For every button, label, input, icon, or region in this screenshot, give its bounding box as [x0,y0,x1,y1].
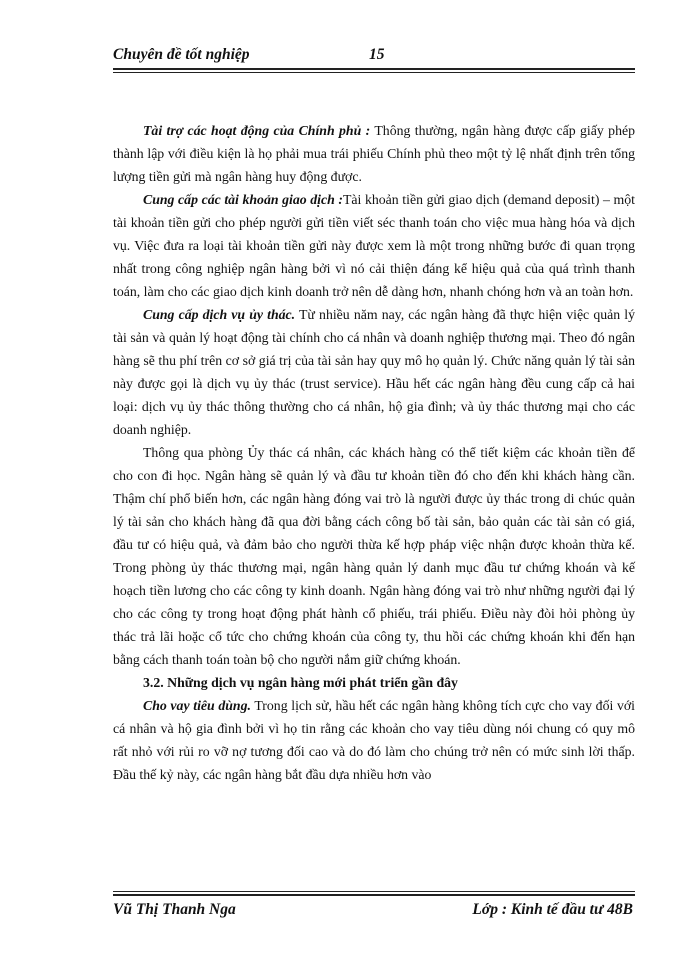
paragraph-lead: Cho vay tiêu dùng. [143,698,251,713]
page-footer [113,898,633,924]
paragraph-text: Trong lịch sử, hầu hết các ngân hàng không tích cực cho vay đối với cá nhân và hộ gia đình bởi vì họ tin rằng các khoản cho vay tiêu dùng nói chung có quy mô rất nhỏ với rủi ro vỡ nợ tương đối cao và do đó làm cho chúng trở nên có mức sinh lời thấp. Đầu thế kỷ này, các ngân hàng bắt đầu dựa nhiều hơn vào [113,698,635,782]
header-rule [113,68,635,70]
paragraph-text: Từ nhiều năm nay, các ngân hàng đã thực hiện việc quản lý tài sản và quản lý hoạt động tài chính cho cá nhân và doanh nghiệp thương mại. Theo đó ngân hàng sẽ thu phí trên cơ sở giá trị của tài sản hay quy mô họ quản lý. Chức năng quản lý tài sản này được gọi là dịch vụ ủy thác (trust service). Hầu hết các ngân hàng đều cung cấp cả hai loại: dịch vụ ủy thác thông thường cho cá nhân, hộ gia đình; và ủy thác thương mại cho các doanh nghiệp. [113,307,635,437]
document-body [113,119,635,786]
paragraph-text: Thông thường, ngân hàng được cấp giấy phép thành lập với điều kiện là họ phải mua trái phiếu Chính phủ theo một tỷ lệ nhất định trên tổng lượng tiền gửi mà ngân hàng huy động được. [113,123,635,184]
paragraph-trust-services [113,303,635,441]
paragraph-lead: Cung cấp dịch vụ ủy thác. [143,307,296,322]
paragraph-personal-trust [113,441,635,671]
paragraph-transaction-accounts [113,188,635,303]
page-header [113,40,633,68]
footer-class: Lớp : Kinh tế đầu tư 48B [472,901,633,918]
footer-author: Vũ Thị Thanh Nga [113,901,236,918]
footer-rule [113,894,635,896]
footer-rule-thin [113,891,635,892]
paragraph-lead: Tài trợ các hoạt động của Chính phủ : [143,123,371,138]
page-number: 15 [369,46,385,63]
header-title: Chuyên đề tốt nghiệp [113,46,250,63]
paragraph-lead: Cung cấp các tài khoản giao dịch : [143,192,343,207]
header-rule-thin [113,72,635,73]
paragraph-consumer-loans [113,694,635,786]
paragraph-text: Thông qua phòng Ủy thác cá nhân, các khách hàng có thể tiết kiệm các khoản tiền để cho con đi học. Ngân hàng sẽ quản lý và đầu tư khoản tiền đó cho đến khi khách hàng cần. Thậm chí phổ biến hơn, các ngân hàng đóng vai trò là người được ủy thác trong di chúc quản lý tài sản cho khách hàng đã qua đời bằng cách công bố tài sản, bảo quản các tài sản có giá, đầu tư có hiệu quả, và đảm bảo cho người thừa kế hợp pháp việc nhận được khoản thừa kế. Trong phòng ủy thác thương mại, ngân hàng quản lý danh mục đầu tư chứng khoán và kế hoạch tiền lương cho các công ty kinh doanh. Ngân hàng đóng vai trò như những người đại lý cho các công ty trong hoạt động phát hành cổ phiếu, trái phiếu. Điều này đòi hỏi phòng ủy thác trả lãi hoặc cổ tức cho chứng khoán của công ty, thu hồi các chứng khoán khi đến hạn bằng cách thanh toán toàn bộ cho người nắm giữ chứng khoán. [113,445,635,667]
section-heading: 3.2. Những dịch vụ ngân hàng mới phát triển gần đây [143,675,458,690]
paragraph-government-funding [113,119,635,188]
paragraph-text: Tài khoản tiền gửi giao dịch (demand deposit) – một tài khoản tiền gửi cho phép người gửi tiền viết séc thanh toán cho việc mua hàng hóa và dịch vụ. Việc đưa ra loại tài khoản tiền gửi này được xem là một trong những bước đi quan trọng nhất trong công nghiệp ngân hàng bởi vì nó cải thiện đáng kể hiệu quả của quá trình thanh toán, làm cho các giao dịch kinh doanh trở nên dễ dàng hơn, nhanh chóng hơn và an toàn hơn. [113,192,635,299]
